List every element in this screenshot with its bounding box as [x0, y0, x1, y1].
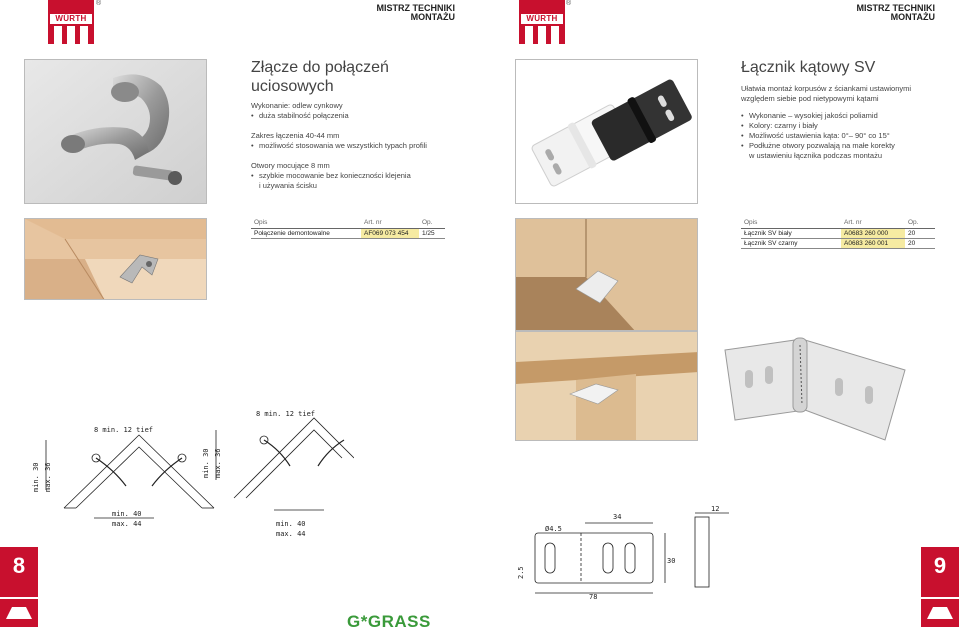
- technical-drawing-right: [515, 505, 745, 600]
- grass-logo-text: GRASS: [367, 612, 431, 631]
- right-intro-line2: względem siebie pod nietypowymi kątami: [741, 94, 879, 103]
- bullet-slots-line2: w ustawieniu łącznika podczas montażu: [749, 151, 882, 160]
- dim-2-5: 2.5: [517, 566, 525, 579]
- bullet-profiles: • możliwość stosowania we wszystkich typach profili: [251, 141, 427, 151]
- cell-art-nr: A0683 260 000: [841, 228, 905, 238]
- col-art-nr: Art. nr: [361, 218, 419, 228]
- page-number-right: 9: [921, 547, 959, 597]
- photo-wood-frame: [24, 218, 207, 300]
- technical-drawing-left: [24, 380, 354, 540]
- wurth-logo-right: [519, 0, 565, 44]
- spec-range: Zakres łączenia 40-44 mm: [251, 131, 340, 140]
- corner-mount-image: [516, 219, 698, 331]
- dim-left-1b: max. 36: [44, 462, 52, 492]
- col-art-nr: Art. nr: [841, 218, 905, 228]
- dim-bottom-2a: min. 40: [276, 520, 306, 528]
- frame-corner-1: [64, 435, 214, 508]
- table-header-row: [251, 218, 445, 228]
- registered-mark: ®: [96, 0, 102, 7]
- cell-opis: Połączenie demontowalne: [251, 228, 361, 238]
- wurth-logo-left: [48, 0, 94, 44]
- zinc-connector-image: [25, 60, 207, 204]
- sv-connectors-image: [516, 60, 698, 204]
- right-intro: [741, 84, 911, 104]
- product-photo-connector: [24, 59, 207, 204]
- cell-art-nr: AF069 073 454: [361, 228, 419, 238]
- header-line2: MONTAŻU: [410, 12, 455, 22]
- dim-top-2: 8 min. 12 tief: [256, 410, 316, 418]
- dim-bottom-1a: min. 40: [112, 510, 142, 518]
- cell-op: 20: [905, 238, 935, 248]
- bullet-colors: • Kolory: czarny i biały: [741, 121, 818, 131]
- cell-op: 1/25: [419, 228, 445, 238]
- saw-icon: [0, 599, 38, 627]
- right-intro-line1: Ułatwia montaż korpusów z ściankami ustawionymi: [741, 84, 912, 93]
- header-line1: MISTRZ TECHNIKI: [376, 3, 455, 13]
- dim-left-2b: max. 36: [214, 448, 222, 478]
- wurth-logo-text: WÜRTH: [521, 14, 563, 24]
- header-line1: MISTRZ TECHNIKI: [856, 3, 935, 13]
- photo-corner-mount: [515, 218, 698, 331]
- dim-78: 78: [589, 593, 598, 600]
- header-title-right: [820, 4, 935, 22]
- photo-shelf-mount: [515, 331, 698, 441]
- cell-art-nr: A0683 260 001: [841, 238, 905, 248]
- header-title-left: [340, 4, 455, 22]
- bullet-quick-mount-line1: • szybkie mocowanie bez konieczności klejenia: [259, 171, 411, 180]
- dim-left-1a: min. 30: [32, 462, 40, 492]
- bullet-material: • Wykonanie – wysokiej jakości poliamid: [741, 111, 878, 121]
- connector-3d-render: [705, 330, 945, 450]
- grass-logo-icon: G*: [347, 612, 368, 631]
- col-opis: Opis: [741, 218, 841, 228]
- dim-34: 34: [613, 513, 622, 521]
- table-header-row: [741, 218, 935, 228]
- registered-mark: ®: [566, 0, 572, 7]
- right-product-table: [741, 218, 935, 249]
- dim-bottom-2b: max. 44: [276, 530, 306, 538]
- right-title: Łącznik kątowy SV: [741, 59, 876, 76]
- cell-op: 20: [905, 228, 935, 238]
- shelf-mount-image: [516, 332, 698, 441]
- dim-30: 30: [667, 557, 676, 565]
- bullet-stability: • duża stabilność połączenia: [251, 111, 349, 121]
- bullet-quick-mount-line2: i używania ścisku: [259, 181, 317, 190]
- saw-icon: [921, 599, 959, 627]
- left-product-table: [251, 218, 445, 239]
- bullet-quick-mount: [251, 171, 411, 191]
- spec-material: Wykonanie: odlew cynkowy: [251, 101, 343, 110]
- left-title-line1: Złącze do połączeń: [251, 59, 389, 76]
- wurth-logo-text: WÜRTH: [50, 14, 92, 24]
- bullet-angle: • Możliwość ustawienia kąta: 0°– 90° co 15°: [741, 131, 890, 141]
- dim-left-2a: min. 30: [202, 448, 210, 478]
- table-row: [741, 228, 935, 238]
- header-line2: MONTAŻU: [890, 12, 935, 22]
- col-op: Op.: [419, 218, 445, 228]
- product-photo-angle-connector: [515, 59, 698, 204]
- dim-top-1: 8 min. 12 tief: [94, 426, 154, 434]
- cell-opis: Łącznik SV biały: [741, 228, 841, 238]
- col-opis: Opis: [251, 218, 361, 228]
- left-title: [251, 58, 389, 96]
- dim-bottom-1b: max. 44: [112, 520, 142, 528]
- dim-12: 12: [711, 505, 720, 513]
- spec-holes: Otwory mocujące 8 mm: [251, 161, 330, 170]
- bullet-slots: [741, 141, 895, 161]
- col-op: Op.: [905, 218, 935, 228]
- table-row: [251, 228, 445, 238]
- wood-frame-image: [25, 219, 207, 300]
- left-title-line2: uciosowych: [251, 78, 334, 95]
- bullet-slots-line1: • Podłużne otwory pozwalają na małe korekty: [749, 141, 895, 150]
- table-row: [741, 238, 935, 248]
- cell-opis: Łącznik SV czarny: [741, 238, 841, 248]
- grass-logo: [347, 612, 431, 632]
- dim-hole: Ø4.5: [545, 525, 562, 533]
- page-number-left: 8: [0, 547, 38, 597]
